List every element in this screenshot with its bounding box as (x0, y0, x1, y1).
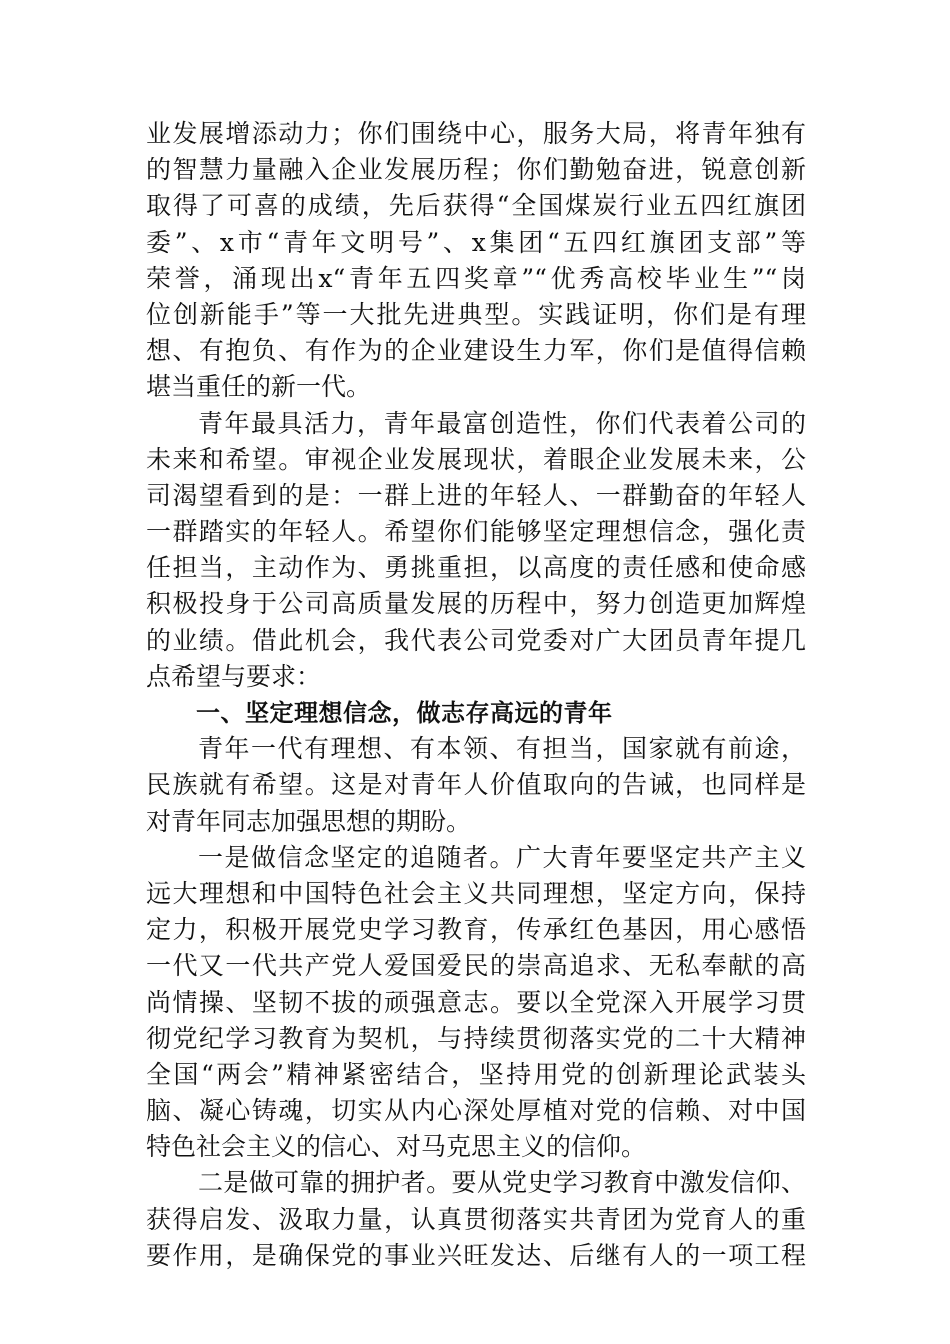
text-line: 彻党纪学习教育为契机，与持续贯彻落实党的二十大精神 (146, 1023, 806, 1053)
text-line: 积极投身于公司高质量发展的历程中，努力创造更加辉煌 (146, 589, 806, 619)
paragraph-first-line: 青年最具活力，青年最富创造性，你们代表着公司的 (198, 408, 806, 438)
text-line: 任担当，主动作为、勇挑重担，以高度的责任感和使命感 (146, 553, 806, 583)
text-line: 堪当重任的新一代。 (146, 372, 372, 402)
text-line: 全国“两会”精神紧密结合，坚持用党的创新理论武装头 (146, 1059, 806, 1089)
text-line: 业发展增添动力；你们围绕中心，服务大局，将青年独有 (146, 119, 806, 148)
text-line: 想、有抱负、有作为的企业建设生力军，你们是值得信赖 (146, 336, 806, 366)
text-line: 远大理想和中国特色社会主义共同理想，坚定方向，保持 (146, 878, 806, 908)
section-heading: 一、坚定理想信念，做志存高远的青年 (196, 699, 613, 727)
text-line: 获得启发、汲取力量，认真贯彻落实共青团为党育人的重 (146, 1204, 806, 1234)
paragraph-first-line: 二是做可靠的拥护者。要从党史学习教育中激发信仰、 (198, 1168, 806, 1198)
text-line: 的业绩。借此机会，我代表公司党委对广大团员青年提几 (146, 625, 806, 655)
paragraph-first-line: 一是做信念坚定的追随者。广大青年要坚定共产主义 (198, 842, 806, 872)
text-line: 委”、x市“青年文明号”、x集团“五四红旗团支部”等 (146, 227, 806, 257)
text-line: 未来和希望。审视企业发展现状，着眼企业发展未来，公 (146, 444, 806, 474)
text-line: 脑、凝心铸魂，切实从内心深处厚植对党的信赖、对中国 (146, 1096, 806, 1126)
text-line: 民族就有希望。这是对青年人价值取向的告诫，也同样是 (146, 770, 806, 800)
text-line: 对青年同志加强思想的期盼。 (146, 806, 472, 836)
text-line: 特色社会主义的信心、对马克思主义的信仰。 (146, 1132, 647, 1162)
text-line: 一群踏实的年轻人。希望你们能够坚定理想信念，强化责 (146, 517, 806, 547)
paragraph-first-line: 青年一代有理想、有本领、有担当，国家就有前途， (198, 734, 806, 764)
text-line: 点希望与要求： (146, 661, 322, 691)
text-line: 位创新能手”等一大批先进典型。实践证明，你们是有理 (146, 299, 806, 329)
document-body (146, 116, 806, 1274)
text-line: 要作用，是确保党的事业兴旺发达、后继有人的一项工程 (146, 1240, 806, 1270)
text-line: 尚情操、坚韧不拔的顽强意志。要以全党深入开展学习贯 (146, 987, 806, 1017)
text-line: 司渴望看到的是：一群上进的年轻人、一群勤奋的年轻人 (146, 480, 806, 510)
text-line: 取得了可喜的成绩，先后获得“全国煤炭行业五四红旗团 (146, 191, 806, 221)
text-line: 一代又一代共产党人爱国爱民的崇高追求、无私奉献的高 (146, 951, 806, 981)
text-line: 的智慧力量融入企业发展历程；你们勤勉奋进，锐意创新 (146, 155, 806, 185)
text-line: 荣誉，涌现出x“青年五四奖章”“优秀高校毕业生”“岗 (146, 263, 806, 293)
text-line: 定力，积极开展党史学习教育，传承红色基因，用心感悟 (146, 915, 806, 945)
